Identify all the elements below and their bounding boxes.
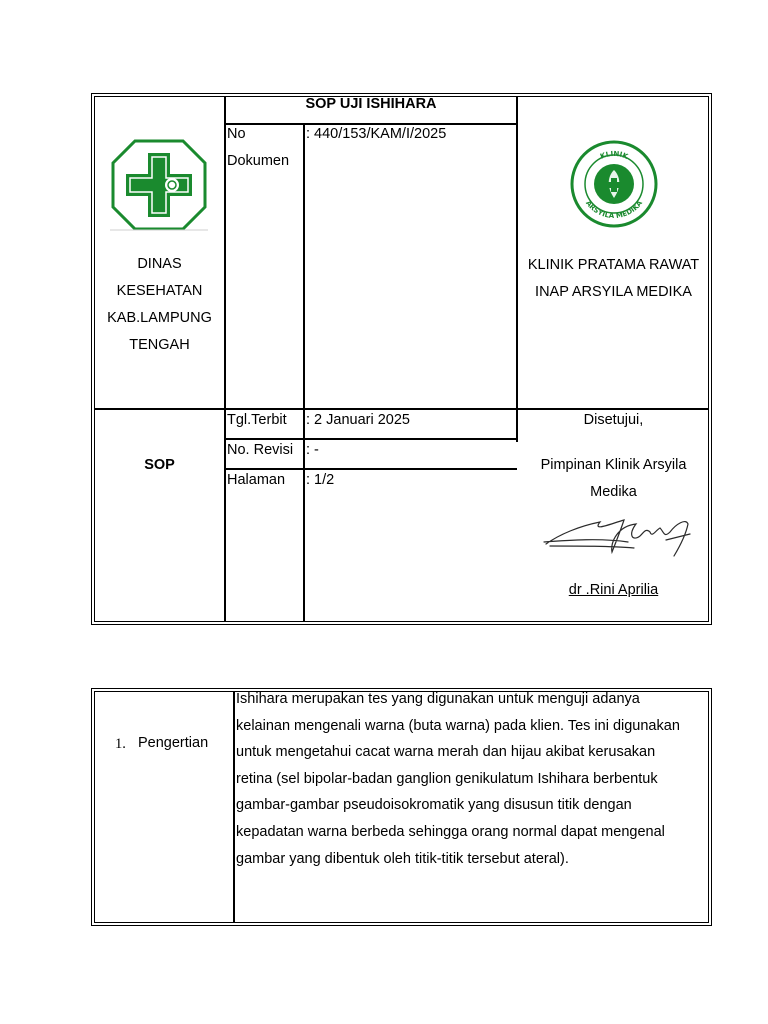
left-org-line-2: KESEHATAN (116, 283, 203, 299)
right-org-line-1: KLINIK PRATAMA RAWAT (527, 257, 700, 273)
approved-label: Disetujui, (583, 412, 644, 428)
row-number: 1. (115, 736, 126, 752)
sop-label: SOP (144, 457, 175, 473)
left-org-line-3: KAB.LAMPUNG (107, 310, 212, 326)
approver-title-line-2: Medika (590, 484, 637, 500)
revisi-value: : - (306, 442, 319, 458)
row-text-line-7: gambar yang dibentuk oleh titik-titik tersebut ateral). (236, 851, 569, 867)
doc-no-label-line-1: No (227, 126, 246, 142)
dinkes-logo (110, 138, 208, 232)
tgl-terbit-value: : 2 Januari 2025 (306, 412, 410, 428)
signature (540, 512, 692, 560)
row-label: Pengertian (138, 735, 209, 751)
row-text-line-1: Ishihara merupakan tes yang digunakan untuk menguji adanya (236, 691, 640, 707)
left-org-line-1: DINAS (137, 256, 182, 272)
left-org-line-4: TENGAH (129, 337, 190, 353)
row-text-line-3: untuk mengetahui cacat warna merah dan hijau akibat kerusakan (236, 744, 656, 760)
approver-title-line-1: Pimpinan Klinik Arsyila (540, 457, 687, 473)
right-org-line-2: INAP ARSYILA MEDIKA (535, 284, 692, 300)
doc-no-value: : 440/153/KAM/I/2025 (306, 126, 447, 142)
row-text-line-2: kelainan mengenali warna (buta warna) pada klien. Tes ini digunakan (236, 718, 680, 734)
row-text-line-5: gambar-gambar pseudoisokromatik yang disusun titik dengan (236, 797, 632, 813)
halaman-label: Halaman (227, 472, 286, 488)
approver-name: dr .Rini Aprilia (568, 582, 659, 598)
doc-no-label-line-2: Dokumen (227, 153, 290, 169)
document-title: SOP UJI ISHIHARA (305, 96, 437, 112)
klinik-logo (570, 140, 658, 228)
halaman-value: : 1/2 (306, 472, 335, 488)
revisi-label: No. Revisi (227, 442, 294, 458)
tgl-terbit-label: Tgl.Terbit (227, 412, 287, 428)
row-text-line-6: kepadatan warna berbeda sehingga orang normal dapat mengenal (236, 824, 665, 840)
svg-text:ARSYILA MEDIKA: ARSYILA MEDIKA (583, 199, 645, 221)
svg-text:KLINIK: KLINIK (599, 149, 629, 161)
row-text-line-4: retina (sel bipolar-badan ganglion genikulatum Ishihara berbentuk (236, 771, 658, 787)
